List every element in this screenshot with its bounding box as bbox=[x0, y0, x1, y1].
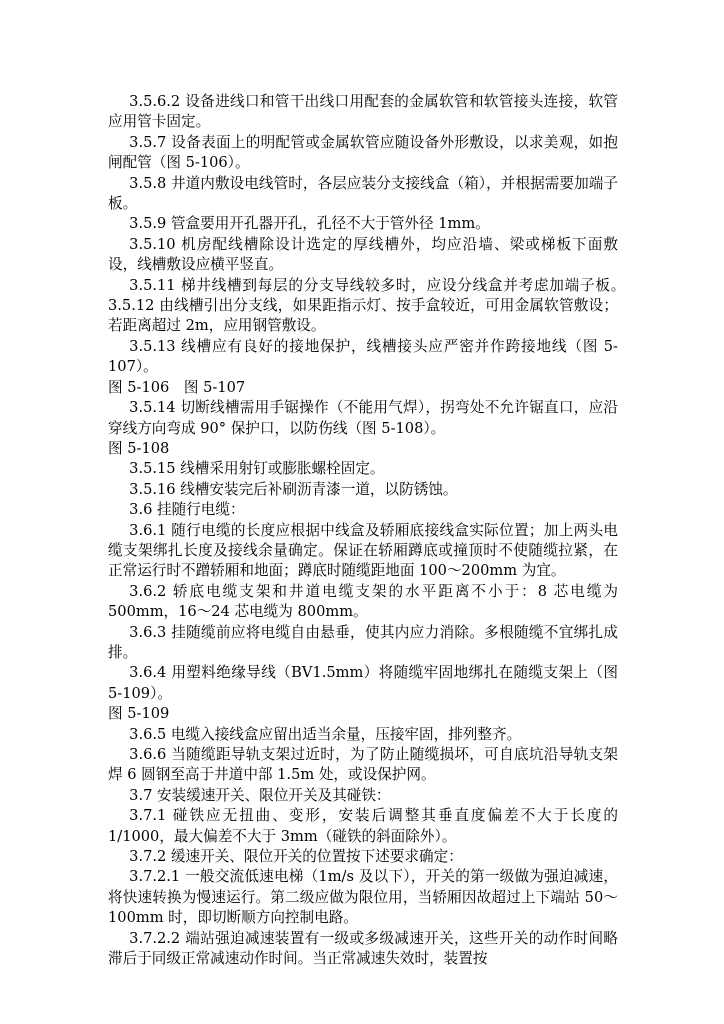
paragraph: 3.7 安装缓速开关、限位开关及其碰铁： bbox=[129, 786, 391, 804]
paragraph: 3.7.2.1 一般交流低速电梯（1m/s 及以下），开关的第一级做为强迫减速，将快速转换为慢速运行。第二级应做为限位用，当轿厢因故超过上下端站 50～100mm 时，即切断顺方向控制电路。 bbox=[108, 868, 618, 927]
paragraph: 3.5.9 管盒要用开孔器开孔，孔径不大于管外径 1mm。 bbox=[129, 215, 490, 233]
paragraph: 3.7.1 碰铁应无扭曲、变形，安装后调整其垂直度偏差不大于长度的 1/1000，最大偏差不大于 3mm（碰铁的斜面除外）。 bbox=[108, 807, 618, 845]
paragraph: 3.7.2 缓速开关、限位开关的位置按下述要求确定： bbox=[129, 848, 463, 866]
figure-caption: 图 5-109 bbox=[108, 705, 170, 723]
figure-caption: 图 5-108 bbox=[108, 439, 170, 457]
paragraph: 3.5.7 设备表面上的明配管或金属软管应随设备外形敷设，以求美观，如抱闸配管（图 5-106）。 bbox=[108, 133, 618, 172]
paragraph: 3.6.6 当随缆距导轨支架过近时，为了防止随缆损坏，可自底坑沿导轨支架焊 6 圆钢至高于井道中部 1.5m 处，或设保护网。 bbox=[108, 746, 618, 784]
paragraph: 3.6.3 挂随缆前应将电缆自由悬垂，使其内应力消除。多根随缆不宜绑扎成排。 bbox=[108, 623, 618, 661]
figure-caption: 图 5-106 图 5-107 bbox=[108, 378, 246, 396]
paragraph: 3.5.10 机房配线槽除设计选定的厚线槽外，均应沿墙、梁或梯板下面敷设，线槽敷设应横平竖直。 bbox=[108, 235, 618, 274]
paragraph: 3.6.1 随行电缆的长度应根据中线盒及轿厢底接线盒实际位置；加上两头电缆支架绑扎长度及接线余量确定。保证在轿厢蹲底或撞顶时不使随缆拉紧，在正常运行时不蹭轿厢和地面；蹲底时随缆距地面 100～200mm 为宜。 bbox=[108, 521, 618, 580]
paragraph: 3.5.16 线槽安装完后补刷沥青漆一道，以防锈蚀。 bbox=[129, 480, 458, 498]
paragraph: 3.5.14 切断线槽需用手锯操作（不能用气焊），拐弯处不允许锯直口，应沿穿线方向弯成 90° 保护口，以防伤线（图 5-108）。 bbox=[108, 399, 618, 437]
paragraph: 3.6 挂随行电缆： bbox=[129, 501, 245, 519]
paragraph: 3.5.13 线槽应有良好的接地保护，线槽接头应严密并作跨接地线（图 5-107）。 bbox=[108, 337, 618, 376]
document-body bbox=[108, 92, 633, 969]
paragraph: 3.6.2 轿底电缆支架和井道电缆支架的水平距离不小于：8 芯电缆为 500mm，16～24 芯电缆为 800mm。 bbox=[108, 582, 618, 621]
paragraph: 3.5.6.2 设备进线口和管干出线口用配套的金属软管和软管接头连接，软管应用管卡固定。 bbox=[108, 93, 618, 131]
paragraph: 3.5.8 井道内敷设电线管时，各层应装分支接线盒（箱），并根据需要加端子板。 bbox=[108, 174, 618, 213]
paragraph: 3.6.4 用塑料绝缘导线（BV1.5mm）将随缆牢固地绑扎在随缆支架上（图 5-109）。 bbox=[108, 664, 618, 702]
paragraph: 3.5.15 线槽采用射钉或膨胀螺栓固定。 bbox=[129, 460, 385, 478]
paragraph: 3.7.2.2 端站强迫减速装置有一级或多级减速开关，这些开关的动作时间略滞后于同级正常减速动作时间。当正常减速失效时，装置按 bbox=[108, 929, 618, 968]
paragraph: 3.6.5 电缆入接线盒应留出适当余量，压接牢固，排列整齐。 bbox=[129, 725, 522, 743]
paragraph: 3.5.11 梯井线槽到每层的分支导线较多时，应设分线盒并考虑加端子板。 3.5.12 由线槽引出分支线，如果距指示灯、按手盒较近，可用金属软管敷设；若距离超过 2m，应用钢管敷设。 bbox=[108, 276, 633, 335]
